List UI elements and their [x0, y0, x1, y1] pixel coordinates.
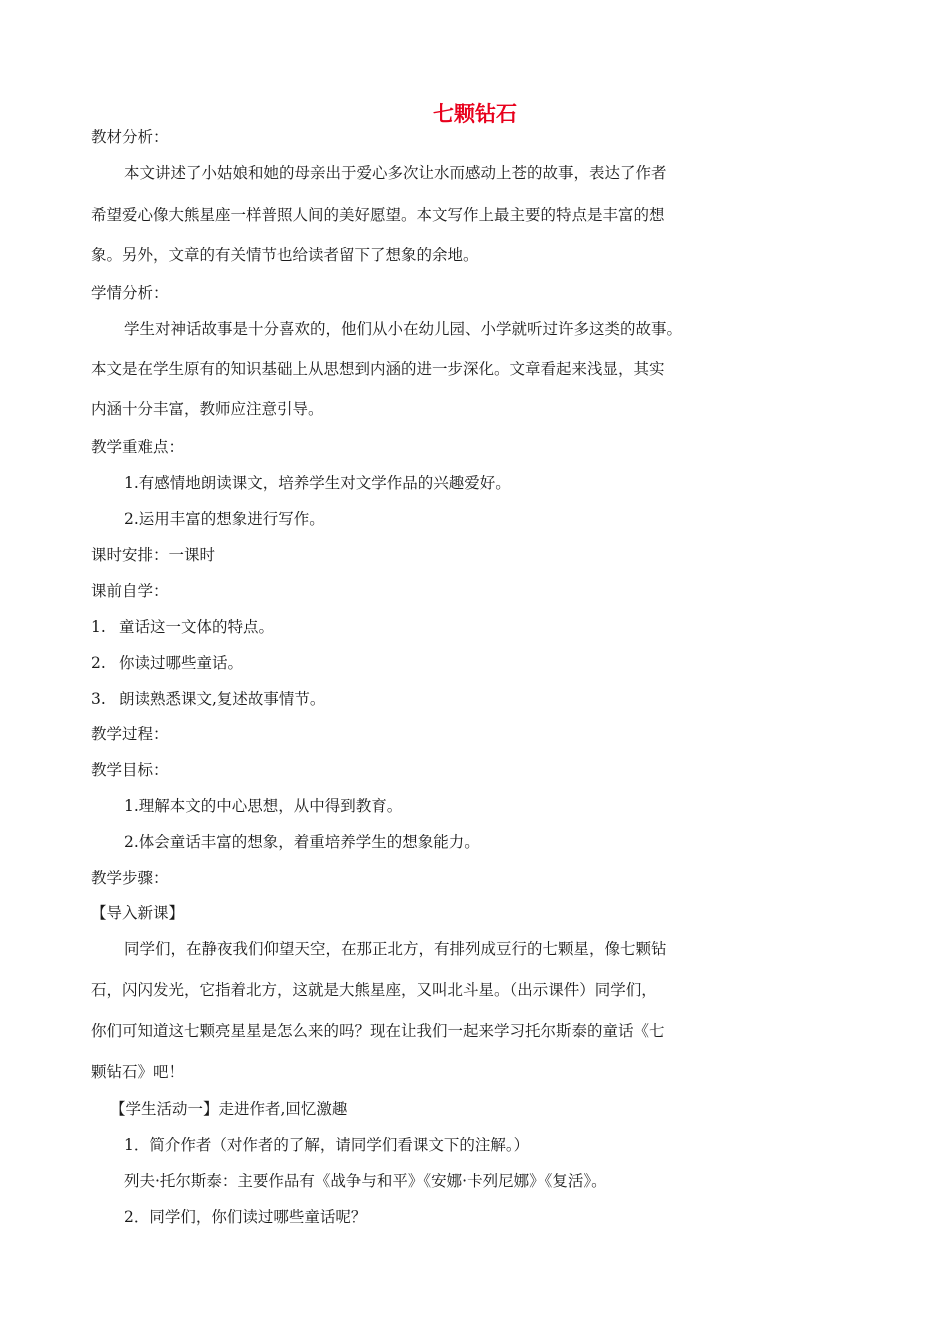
preview-item-text: 你读过哪些童话。 — [119, 654, 244, 672]
steps-heading: 教学步骤： — [91, 869, 169, 887]
schedule-line: 课时安排：一课时 — [91, 546, 216, 564]
goal-heading: 教学目标： — [91, 761, 169, 779]
intro-heading: 【导入新课】 — [91, 904, 185, 922]
preview-item-number: 1. — [91, 618, 106, 636]
material-paragraph-line: 希望爱心像大熊星座一样普照人间的美好愿望。本文写作上最主要的特点是丰富的想 — [91, 206, 665, 224]
goal-item: 2.体会童话丰富的想象，着重培养学生的想象能力。 — [124, 833, 480, 851]
preview-item — [91, 653, 243, 673]
goal-item: 1.理解本文的中心思想，从中得到教育。 — [124, 797, 403, 815]
activity-author-line: 列夫·托尔斯泰：主要作品有《战争与和平》《安娜·卡列尼娜》《复活》。 — [124, 1172, 607, 1190]
preview-item-number: 2. — [91, 654, 106, 672]
preview-item-number: 3. — [91, 690, 106, 708]
key-point-item: 2.运用丰富的想象进行写作。 — [124, 510, 325, 528]
preview-heading: 课前自学： — [91, 582, 169, 600]
activity-item: 2．同学们，你们读过哪些童话呢？ — [124, 1208, 367, 1226]
key-points-heading: 教学重难点： — [91, 438, 185, 456]
intro-paragraph-line: 同学们，在静夜我们仰望天空，在那正北方，有排列成豆行的七颗星，像七颗钻 — [124, 940, 667, 958]
preview-item-text: 童话这一文体的特点。 — [119, 618, 275, 636]
intro-paragraph-line: 石，闪闪发光，它指着北方，这就是大熊星座，又叫北斗星。（出示课件）同学们， — [91, 981, 657, 999]
preview-item — [91, 617, 274, 637]
document-title: 七颗钻石 — [433, 102, 517, 126]
material-paragraph-line: 象。另外，文章的有关情节也给读者留下了想象的余地。 — [91, 246, 479, 264]
intro-paragraph-line: 颗钻石》吧！ — [91, 1063, 185, 1081]
preview-item-text: 朗读熟悉课文,复述故事情节。 — [119, 690, 326, 708]
student-paragraph-line: 内涵十分丰富，教师应注意引导。 — [91, 400, 324, 418]
material-heading: 教材分析： — [91, 128, 169, 146]
preview-item — [91, 689, 325, 709]
material-paragraph-line: 本文讲述了小姑娘和她的母亲出于爱心多次让水而感动上苍的故事，表达了作者 — [124, 164, 667, 182]
process-heading: 教学过程： — [91, 725, 169, 743]
intro-paragraph-line: 你们可知道这七颗亮星星是怎么来的吗？现在让我们一起来学习托尔斯泰的童话《七 — [91, 1022, 665, 1040]
student-paragraph-line: 学生对神话故事是十分喜欢的，他们从小在幼儿园、小学就听过许多这类的故事。 — [124, 320, 683, 338]
activity-heading: 【学生活动一】走进作者,回忆激趣 — [110, 1100, 348, 1118]
student-paragraph-line: 本文是在学生原有的知识基础上从思想到内涵的进一步深化。文章看起来浅显，其实 — [91, 360, 665, 378]
student-heading: 学情分析： — [91, 284, 169, 302]
activity-item: 1．简介作者（对作者的了解，请同学们看课文下的注解。） — [124, 1136, 530, 1154]
key-point-item: 1.有感情地朗读课文，培养学生对文学作品的兴趣爱好。 — [124, 474, 511, 492]
